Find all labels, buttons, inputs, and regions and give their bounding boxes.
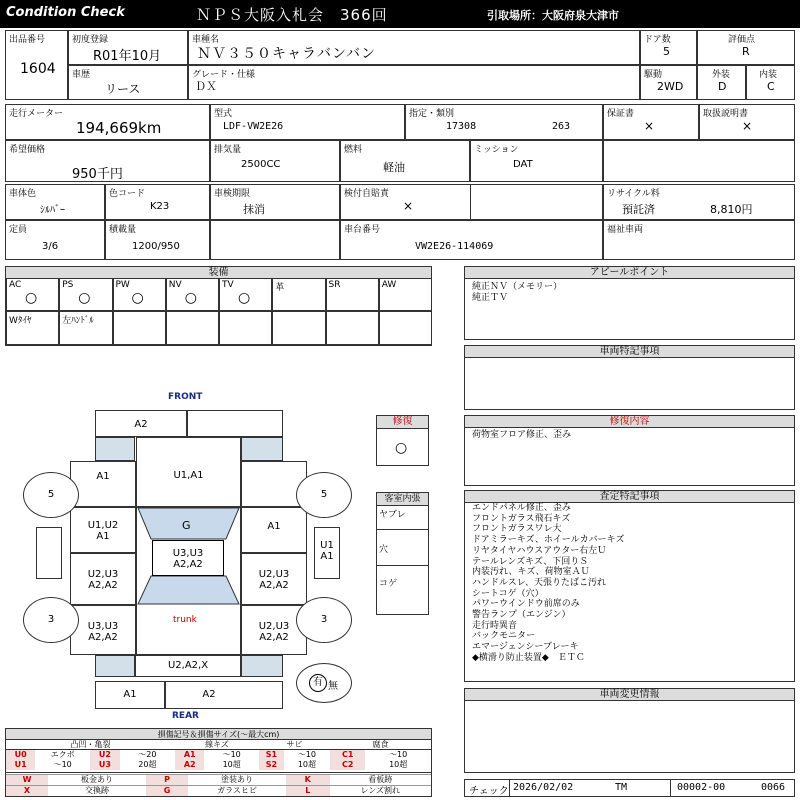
exterior-label: 外装 xyxy=(712,70,731,80)
legend-desc: ガラスヒビ xyxy=(188,785,286,796)
legend-category: 腐食 xyxy=(330,740,431,750)
equipment-cell-row2-4 xyxy=(166,311,219,345)
inspector-notes-panel xyxy=(464,490,795,682)
transmission-label: ミッション xyxy=(474,145,519,155)
model-code-label: 型式 xyxy=(214,109,233,119)
legend-desc: 10超 xyxy=(297,760,316,769)
equipment-code: 革 xyxy=(275,283,285,293)
cabin-item-burn: コゲ xyxy=(379,579,398,589)
legend-code: S2 xyxy=(259,760,284,770)
rear-glass xyxy=(138,576,239,604)
windshield-label: G xyxy=(182,519,191,532)
chassis-value: VW2E26-114069 xyxy=(415,241,494,252)
legend-desc: 10超 xyxy=(222,760,241,769)
rl-corner xyxy=(95,655,135,677)
manual-box xyxy=(699,104,795,140)
equipment-code: AW xyxy=(381,280,397,290)
load-label: 積載量 xyxy=(109,225,137,235)
part-left-front: U1,U2 A1 xyxy=(70,507,136,553)
capacity-value: 3/6 xyxy=(42,241,59,252)
rear-label: REAR xyxy=(172,711,199,721)
trunk-label: trunk xyxy=(173,615,197,625)
check-label: チェック xyxy=(469,786,509,797)
fuel-label: 燃料 xyxy=(344,145,363,155)
load-value: 1200/950 xyxy=(132,241,180,252)
equipment-cell-6 xyxy=(272,278,325,311)
footer-div-1 xyxy=(509,780,510,796)
inspector-note-line: パワーウインドウ前席のみ xyxy=(472,599,580,610)
legend-desc: レンズ割れ xyxy=(330,785,432,796)
equipment-mark: ○ xyxy=(184,290,197,306)
designation-label: 指定・類別 xyxy=(409,109,455,119)
inspector-note-line: ◆横滑り防止装置◆ ＥＴＣ xyxy=(472,652,585,663)
legend-desc: 〜20 xyxy=(138,750,157,759)
score-box xyxy=(697,30,795,65)
repair-box xyxy=(376,415,429,466)
spare-yes: 有 xyxy=(309,674,327,692)
legend-desc: 板金あり xyxy=(48,774,146,785)
inspection-box xyxy=(210,184,340,220)
legend-code: U2 xyxy=(90,750,120,760)
repair-content-panel xyxy=(464,415,795,486)
cabin-title: 客室内張 xyxy=(377,493,428,506)
inspector-note-line: フロントガラスワレ大 xyxy=(472,524,562,535)
equipment-cell-2 xyxy=(59,278,112,311)
body-color-box xyxy=(5,184,105,220)
legend-category: 凸凹・亀裂 xyxy=(6,740,175,750)
body-color-value: ｼﾙﾊﾞｰ xyxy=(40,205,65,216)
legend-desc: 10超 xyxy=(389,760,408,769)
lot-number-value: 1604 xyxy=(20,61,56,77)
wheel-front-right: 5 xyxy=(296,472,352,518)
inspector-note-line: 内装汚れ、キズ、荷物室ＡＵ xyxy=(472,567,590,578)
equipment-cell-row2-3 xyxy=(113,311,166,345)
legend-code: S1 xyxy=(259,750,284,760)
legend-category: サビ xyxy=(259,740,330,750)
equipment-cell-8 xyxy=(379,278,432,311)
mileage-label: 走行メーター xyxy=(9,109,64,119)
special-notes-panel xyxy=(464,345,795,410)
exterior-value: D xyxy=(718,80,727,93)
transmission-box xyxy=(470,140,603,182)
equipment-cell-7 xyxy=(326,278,379,311)
equipment-code: NV xyxy=(168,280,182,290)
color-code-label: 色コード xyxy=(109,189,146,199)
part-roof: U3,U3 A2,A2 xyxy=(152,540,224,576)
model-code-value: LDF-VW2E26 xyxy=(223,121,284,132)
legend-code: K xyxy=(286,774,330,785)
doors-value: 5 xyxy=(663,45,670,58)
part-tail: U2,A2,X xyxy=(135,655,241,677)
equipment-title: 装備 xyxy=(6,267,431,279)
inspector-note-line: ドアミラーキズ、ホイールカバーキズ xyxy=(472,535,625,546)
appeal-line-2: 純正ＴＶ xyxy=(472,293,509,303)
first-reg-box xyxy=(68,30,188,65)
footer-div-2 xyxy=(670,780,671,796)
history-label: 車歴 xyxy=(72,70,91,80)
change-info-title: 車両変更情報 xyxy=(465,689,794,701)
part-left-pillar xyxy=(36,527,62,579)
doors-box xyxy=(640,30,697,65)
recycle-label: リサイクル料 xyxy=(607,189,660,199)
pickup-location: 引取場所：大阪府泉大津市 xyxy=(487,9,619,22)
equipment-cell-row2-1 xyxy=(6,311,59,345)
repair-mark: ○ xyxy=(395,440,408,456)
color-code-value: K23 xyxy=(150,201,170,212)
equipment-cell-row2-6 xyxy=(272,311,325,345)
equipment-code: TV xyxy=(222,280,234,290)
legend-desc: 看板跡 xyxy=(330,774,432,785)
transmission-value: DAT xyxy=(513,159,533,170)
doors-label: ドア数 xyxy=(644,35,671,45)
grade-box xyxy=(188,65,640,100)
wheel-rear-right: 3 xyxy=(296,597,352,643)
repair-label: 修復 xyxy=(377,416,428,429)
equipment-cell-row2-2 xyxy=(59,311,112,345)
spare-no: 無 xyxy=(328,681,338,692)
recycle-amount: 8,810円 xyxy=(710,203,753,216)
inspector-note-line: 走行時異音 xyxy=(472,620,518,631)
cabin-panel xyxy=(376,492,429,615)
cabin-divider-2 xyxy=(377,565,428,566)
part-hood: U1,A1 xyxy=(136,437,241,507)
warranty-box xyxy=(603,104,699,140)
cabin-item-hole: 穴 xyxy=(379,545,389,555)
fuel-box xyxy=(340,140,470,182)
model-name-box xyxy=(188,30,640,65)
appeal-title: アピールポイント xyxy=(465,267,794,279)
blank-right-box xyxy=(603,140,795,182)
interior-box xyxy=(746,65,795,100)
legend-desc: 〜10 xyxy=(222,750,241,759)
check-tm: TM xyxy=(615,782,628,793)
score-label: 評価点 xyxy=(728,35,756,45)
inspection-value: 抹消 xyxy=(243,203,265,216)
designation-value-1: 17308 xyxy=(446,121,477,132)
legend-desc: 〜10 xyxy=(297,750,316,759)
load-box xyxy=(105,220,210,260)
equipment-mark: ○ xyxy=(238,290,251,306)
inspector-note-line: テールレンズキズ、下回りＳ xyxy=(472,556,589,567)
legend-code: C1 xyxy=(330,750,365,760)
front-label: FRONT xyxy=(168,392,203,402)
drive-box xyxy=(640,65,697,100)
drive-value: 2WD xyxy=(657,80,684,93)
legend-code: X xyxy=(6,785,48,796)
blank-mid-box xyxy=(210,220,340,260)
part-right-mid: U2,U3 A2,A2 xyxy=(241,553,307,605)
part-right-rear: U2,U3 A2,A2 xyxy=(241,605,307,655)
equipment-mark: ○ xyxy=(25,290,38,306)
legend-code: C2 xyxy=(330,760,365,770)
equipment-cell-3 xyxy=(113,278,166,311)
part-bottom-left: A1 xyxy=(95,681,165,709)
warranty-label: 保証書 xyxy=(607,109,635,119)
model-code-box xyxy=(210,104,405,140)
equipment-cell-5 xyxy=(219,278,272,311)
appeal-line-1: 純正ＮＶ（メモリー） xyxy=(472,282,563,292)
legend-code: G xyxy=(146,785,188,796)
legend-code: A1 xyxy=(175,750,204,760)
equipment-code: PS xyxy=(62,280,74,290)
rr-corner xyxy=(241,655,283,677)
designation-box xyxy=(405,104,603,140)
liability-divider xyxy=(470,185,471,219)
welfare-label: 福祉車両 xyxy=(607,225,644,235)
model-name-label: 車種名 xyxy=(192,35,220,45)
legend-divider xyxy=(6,772,431,773)
part-bottom-right: A2 xyxy=(165,681,283,709)
history-box xyxy=(68,65,188,100)
grade-value: ＤＸ xyxy=(195,80,217,93)
color-code-box xyxy=(105,184,210,220)
legend-desc: 〜10 xyxy=(389,750,408,759)
cabin-item-tear: ヤブレ xyxy=(379,510,406,520)
legend-category: 線キズ xyxy=(175,740,259,750)
desired-price-box xyxy=(5,140,210,182)
legend-desc: 〜10 xyxy=(53,760,72,769)
model-name-value: ＮＶ３５０キャラバンバン xyxy=(197,46,377,62)
manual-label: 取扱説明書 xyxy=(703,109,749,119)
check-date: 2026/02/02 xyxy=(513,782,574,793)
legend-desc: 交換跡 xyxy=(48,785,146,796)
legend-desc: エクボ xyxy=(50,750,75,759)
liability-box xyxy=(340,184,603,220)
legend-desc: 塗装あり xyxy=(188,774,286,785)
inspection-label: 車検期限 xyxy=(214,189,251,199)
chassis-label: 車台番号 xyxy=(344,225,381,235)
history-value: リース xyxy=(105,82,141,96)
lot-number-box xyxy=(5,30,68,100)
legend-code: W xyxy=(6,774,48,785)
legend-code: U1 xyxy=(6,760,35,770)
part-top: A2 xyxy=(95,410,187,437)
cabin-divider-1 xyxy=(377,529,428,530)
inspector-note-line: エンドパネル修正、歪み xyxy=(472,503,571,513)
lot-number-label: 出品番号 xyxy=(9,35,46,45)
part-right-front: A1 xyxy=(241,507,307,553)
equipment-cell-row2-8 xyxy=(379,311,432,345)
interior-label: 内装 xyxy=(759,70,778,80)
exterior-box xyxy=(697,65,746,100)
chassis-box xyxy=(340,220,603,260)
legend-code: L xyxy=(286,785,330,796)
change-info-panel xyxy=(464,688,795,773)
warranty-value: × xyxy=(644,119,655,133)
special-notes-title: 車両特記事項 xyxy=(465,346,794,358)
part-fl-door: A1 xyxy=(70,461,136,507)
equipment-cell-1 xyxy=(6,278,59,311)
wheel-rear-left: 3 xyxy=(23,597,79,643)
legend-code: U0 xyxy=(6,750,35,760)
equipment-cell-row2-5 xyxy=(219,311,272,345)
inspector-note-line: フロントガラス飛石キズ xyxy=(472,513,571,524)
first-reg-label: 初度登録 xyxy=(72,35,109,45)
manual-value: × xyxy=(742,119,753,133)
wheel-front-left: 5 xyxy=(23,472,79,518)
legend-title: 損傷記号＆損傷サイズ(〜最大cm) xyxy=(6,729,431,740)
displacement-value: 2500CC xyxy=(241,159,281,170)
appeal-panel xyxy=(464,266,795,340)
footer-code-2: 0066 xyxy=(761,782,786,793)
desired-price-value: 950千円 xyxy=(72,167,123,182)
capacity-box xyxy=(5,220,105,260)
equipment-mark: ○ xyxy=(131,290,144,306)
inspector-note-line: シートコゲ（穴） xyxy=(472,588,544,599)
score-value: R xyxy=(742,45,750,58)
grade-label: グレード・仕様 xyxy=(192,70,256,80)
footer-bar xyxy=(464,779,795,797)
footer-code-1: 00002-00 xyxy=(677,782,726,793)
inspector-notes-title: 査定特記事項 xyxy=(465,491,794,503)
inspector-note-line: エマージェンシーブレーキ xyxy=(472,642,579,653)
inspector-note-line: バックモニター xyxy=(472,631,536,642)
part-right-pillar: U1 A1 xyxy=(314,527,340,579)
drive-label: 駆動 xyxy=(644,70,663,80)
fuel-value: 軽油 xyxy=(383,161,405,174)
interior-value: C xyxy=(767,80,775,93)
equipment-code: Wﾀｲﾔ xyxy=(9,316,32,326)
first-reg-value: R01年10月 xyxy=(93,49,162,64)
repair-content-text: 荷物室フロア修正、歪み xyxy=(472,430,572,440)
mileage-value: 194,669km xyxy=(76,119,162,137)
mileage-box xyxy=(5,104,210,140)
equipment-mark: ○ xyxy=(78,290,91,306)
part-top-right xyxy=(187,410,283,437)
part-left-rear: U3,U3 A2,A2 xyxy=(70,605,136,655)
fr-corner xyxy=(241,437,283,461)
part-left-mid: U2,U3 A2,A2 xyxy=(70,553,136,605)
inspector-note-line: リヤタイヤハウスアウター右左Ｕ xyxy=(472,545,607,556)
inspector-note-line: 警告ランプ（エンジン） xyxy=(472,610,571,620)
auction-title: ＮＰＳ大阪入札会 366回 xyxy=(196,6,388,24)
welfare-box xyxy=(603,220,795,260)
equipment-code: AC xyxy=(9,280,22,290)
liability-label: 検付自賠責 xyxy=(344,189,390,199)
liability-value: × xyxy=(403,199,414,213)
desired-price-label: 希望価格 xyxy=(9,145,46,155)
inspector-note-line: ハンドルスレ、天張りたばこ汚れ xyxy=(472,577,607,588)
legend-desc: 20超 xyxy=(138,760,157,769)
body-color-label: 車体色 xyxy=(9,189,37,199)
displacement-box xyxy=(210,140,340,182)
designation-value-2: 263 xyxy=(552,121,571,132)
brand-label: Condition Check xyxy=(6,5,125,20)
legend-code: P xyxy=(146,774,188,785)
equipment-code: PW xyxy=(115,280,130,290)
fl-corner xyxy=(95,437,135,461)
equipment-code: 左ﾊﾝﾄﾞﾙ xyxy=(62,316,94,326)
repair-content-title: 修復内容 xyxy=(465,416,794,428)
equipment-cell-row2-7 xyxy=(326,311,379,345)
recycle-status: 預託済 xyxy=(622,203,655,216)
equipment-code: SR xyxy=(328,280,341,290)
recycle-box xyxy=(603,184,795,220)
equipment-cell-4 xyxy=(166,278,219,311)
legend-code: A2 xyxy=(175,760,204,770)
legend-code: U3 xyxy=(90,760,120,770)
displacement-label: 排気量 xyxy=(214,145,242,155)
capacity-label: 定員 xyxy=(9,225,28,235)
